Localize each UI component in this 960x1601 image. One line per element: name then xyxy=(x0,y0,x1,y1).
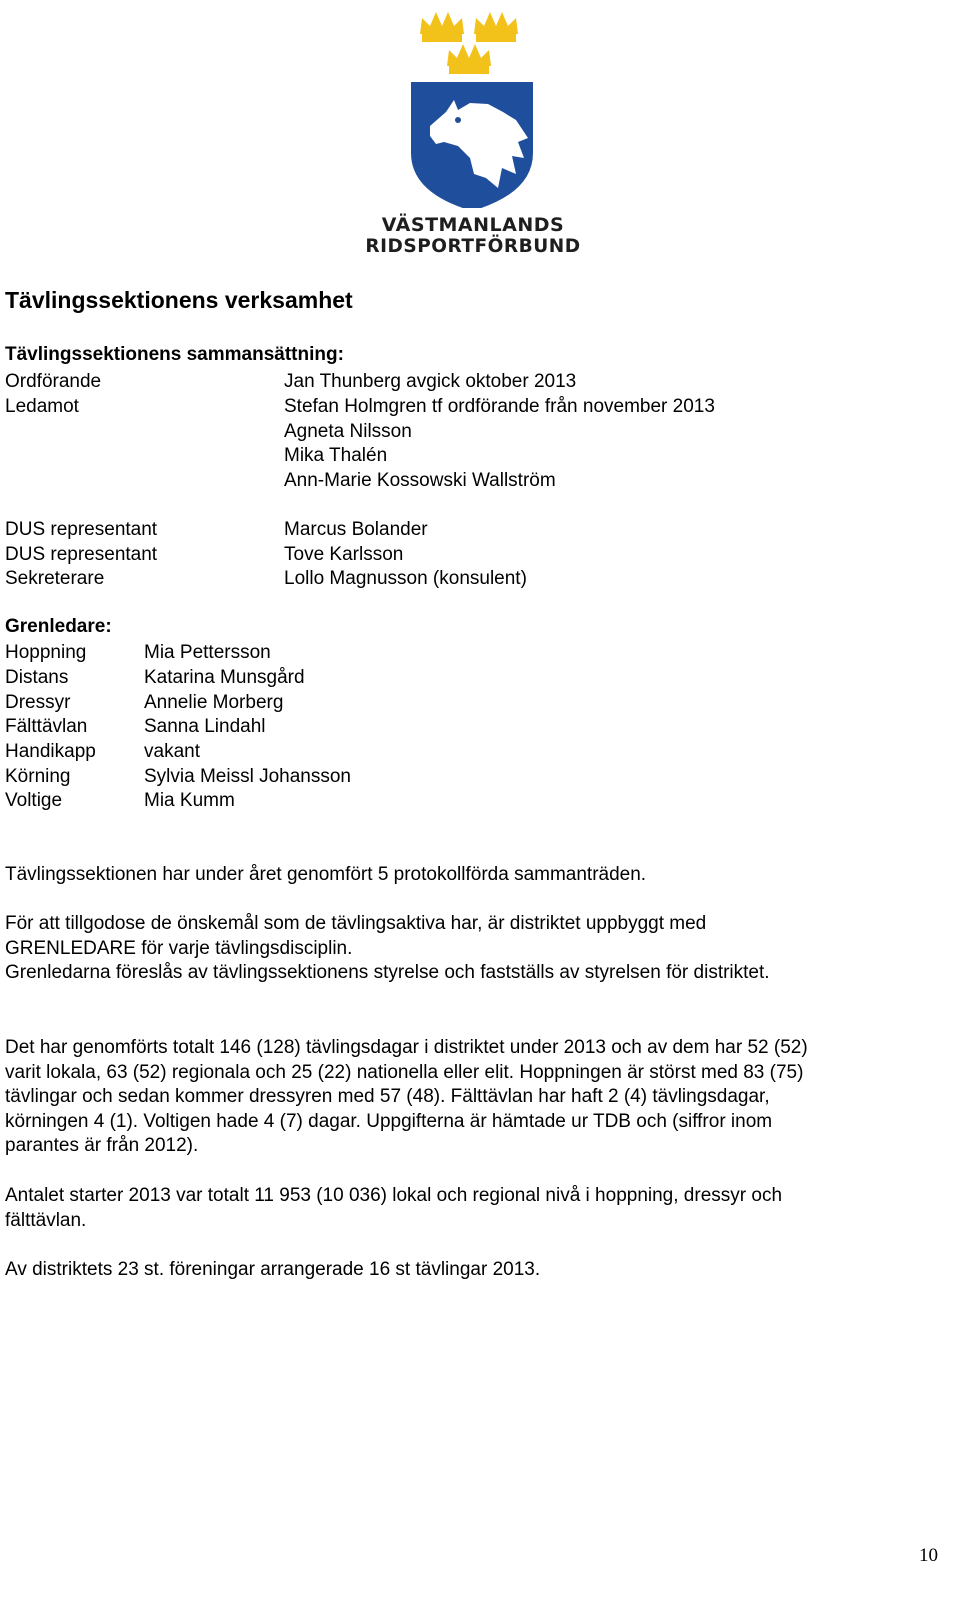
crown-icon xyxy=(474,12,518,42)
role-label: DUS representant xyxy=(5,544,158,565)
paragraph-line: GRENLEDARE för varje tävlingsdisciplin. xyxy=(5,937,353,959)
member-name: Lollo Magnusson (konsulent) xyxy=(284,568,527,589)
group-leaders-heading: Grenledare: xyxy=(5,616,112,637)
member-name: Mika Thalén xyxy=(284,445,388,466)
paragraph-line: Antalet starter 2013 var totalt 11 953 (10 036) lokal och regional nivå i hoppning, dressyr och xyxy=(5,1185,783,1206)
paragraph-line: Av distriktets 23 st. föreningar arrangerade 16 st tävlingar 2013. xyxy=(5,1259,541,1280)
member-name: Agneta Nilsson xyxy=(284,421,412,442)
meetings-paragraph xyxy=(5,863,925,888)
leader-name: Mia Kumm xyxy=(144,790,235,811)
leader-name: Katarina Munsgård xyxy=(144,667,305,688)
page-number: 10 xyxy=(919,1545,938,1566)
discipline-label: Körning xyxy=(5,766,71,787)
paragraph-line: körningen 4 (1). Voltigen hade 4 (7) dagar. Uppgifterna är hämtade ur TDB och (siffror inom xyxy=(5,1110,773,1132)
clubs-paragraph xyxy=(5,1258,925,1283)
discipline-label: Distans xyxy=(5,667,69,688)
leader-name: vakant xyxy=(144,741,200,762)
crown-icon xyxy=(420,12,464,42)
role-label: DUS representant xyxy=(5,519,158,540)
discipline-label: Hoppning xyxy=(5,642,87,663)
paragraph-line: tävlingar och sedan kommer dressyren med 57 (48). Fälttävlan har haft 2 (4) tävlingsdagar, xyxy=(5,1086,770,1108)
crown-icon xyxy=(447,44,491,74)
discipline-label: Voltige xyxy=(5,790,63,811)
role-label: Ledamot xyxy=(5,396,79,417)
starts-paragraph xyxy=(5,1184,925,1233)
role-label: Ordförande xyxy=(5,371,102,392)
member-name: Ann-Marie Kossowski Wallström xyxy=(284,470,556,491)
leader-name: Annelie Morberg xyxy=(144,692,284,713)
paragraph-line: Grenledarna föreslås av tävlingssektionens styrelse och fastställs av styrelsen för distriktet. xyxy=(5,962,770,984)
leader-name: Mia Pettersson xyxy=(144,642,271,663)
structure-paragraph xyxy=(5,912,925,986)
paragraph-line: Det har genomförts totalt 146 (128) tävlingsdagar i distriktet under 2013 och av dem har 52 (52) xyxy=(5,1037,808,1058)
discipline-label: Fälttävlan xyxy=(5,716,88,737)
paragraph-line: För att tillgodose de önskemål som de tävlingsaktiva har, är distriktet uppbyggt med xyxy=(5,913,707,934)
logo-text-line1: VÄSTMANLANDS xyxy=(381,214,565,236)
leader-name: Sylvia Meissl Johansson xyxy=(144,766,351,787)
member-name: Tove Karlsson xyxy=(284,544,404,565)
paragraph-line: parantes är från 2012). xyxy=(5,1135,199,1157)
member-name: Stefan Holmgren tf ordförande från november 2013 xyxy=(284,396,715,417)
paragraph-line: Tävlingssektionen har under året genomfört 5 protokollförda sammanträden. xyxy=(5,864,647,885)
paragraph-line: fälttävlan. xyxy=(5,1209,87,1231)
role-label: Sekreterare xyxy=(5,568,105,589)
statistics-paragraph xyxy=(5,1036,925,1159)
district-logo xyxy=(358,8,588,266)
discipline-label: Dressyr xyxy=(5,692,71,713)
paragraph-line: varit lokala, 63 (52) regionala och 25 (22) nationella eller elit. Hoppningen är störst med 83 (75) xyxy=(5,1061,804,1083)
composition-heading: Tävlingssektionens sammansättning: xyxy=(5,344,344,365)
logo-text-line2: RIDSPORTFÖRBUND xyxy=(365,236,581,257)
page-title: Tävlingssektionens verksamhet xyxy=(5,287,353,313)
member-name: Marcus Bolander xyxy=(284,519,428,540)
discipline-label: Handikapp xyxy=(5,741,96,762)
leader-name: Sanna Lindahl xyxy=(144,716,266,737)
crowns-shield-emblem xyxy=(358,8,588,208)
member-name: Jan Thunberg avgick oktober 2013 xyxy=(284,371,577,392)
